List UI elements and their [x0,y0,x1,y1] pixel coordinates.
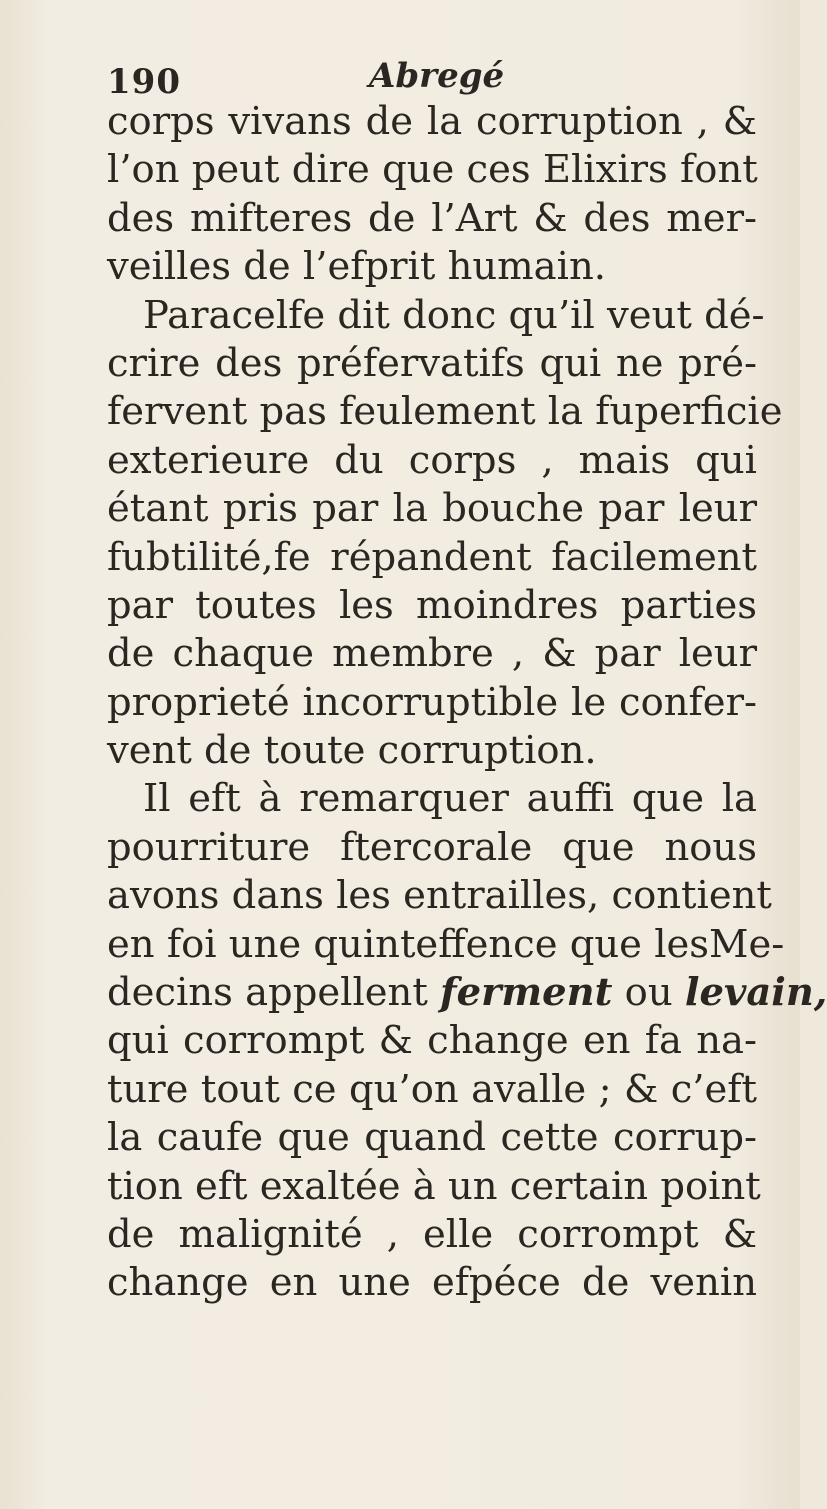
text-line: tion eft exaltée à un certain point [107,1163,761,1209]
text-line: Il eft à remarquer auffi que la [143,776,757,822]
text-line: proprieté incorruptible le confer- [107,679,757,725]
text-line: l’on peut dire que ces Elixirs font [107,147,758,193]
text-line: de malignité , elle corrompt & [107,1211,757,1257]
text-line: exterieure du corps , mais qui [107,437,757,483]
italic-term-levain: levain, [684,970,827,1016]
page-number: 190 [107,62,181,102]
text-line: qui corrompt & change en fa na- [107,1018,757,1064]
text-line: vent de toute corruption. [107,728,597,774]
text-line: de chaque membre , & par leur [107,631,757,677]
text-line: avons dans les entrailles, contient [107,873,772,919]
text-run: ou [612,970,685,1016]
italic-term-ferment: ferment [440,970,613,1016]
page-header [107,56,707,104]
text-line: des mifteres de l’Art & des mer- [107,195,757,241]
text-line: en foi une quinteffence que lesMe- [107,921,785,967]
text-line: corps vivans de la corruption , & [107,99,757,144]
running-head: Abregé [369,56,505,96]
text-line: fervent pas feulement la fuperficie [107,389,783,435]
text-line: la caufe que quand cette corrup- [107,1115,757,1161]
text-run: decins appellent [107,970,441,1016]
text-line: fubtilité,fe répandent facilement [107,534,757,580]
text-line: pourriture ftercorale que nous [107,824,757,870]
text-line: change en une efpéce de venin [107,1260,757,1306]
text-line: crire des préfervatifs qui ne pré- [107,340,757,386]
text-line: étant pris par la bouche par leur [107,486,757,532]
body-text [107,98,827,1308]
text-line: ture tout ce qu’on avalle ; & c’eft [107,1066,757,1112]
text-line: Paracelfe dit donc qu’il veut dé- [143,292,765,338]
text-line: par toutes les moindres parties [107,582,757,628]
text-line: veilles de l’efprit humain. [107,244,606,290]
text-line [107,969,827,1017]
